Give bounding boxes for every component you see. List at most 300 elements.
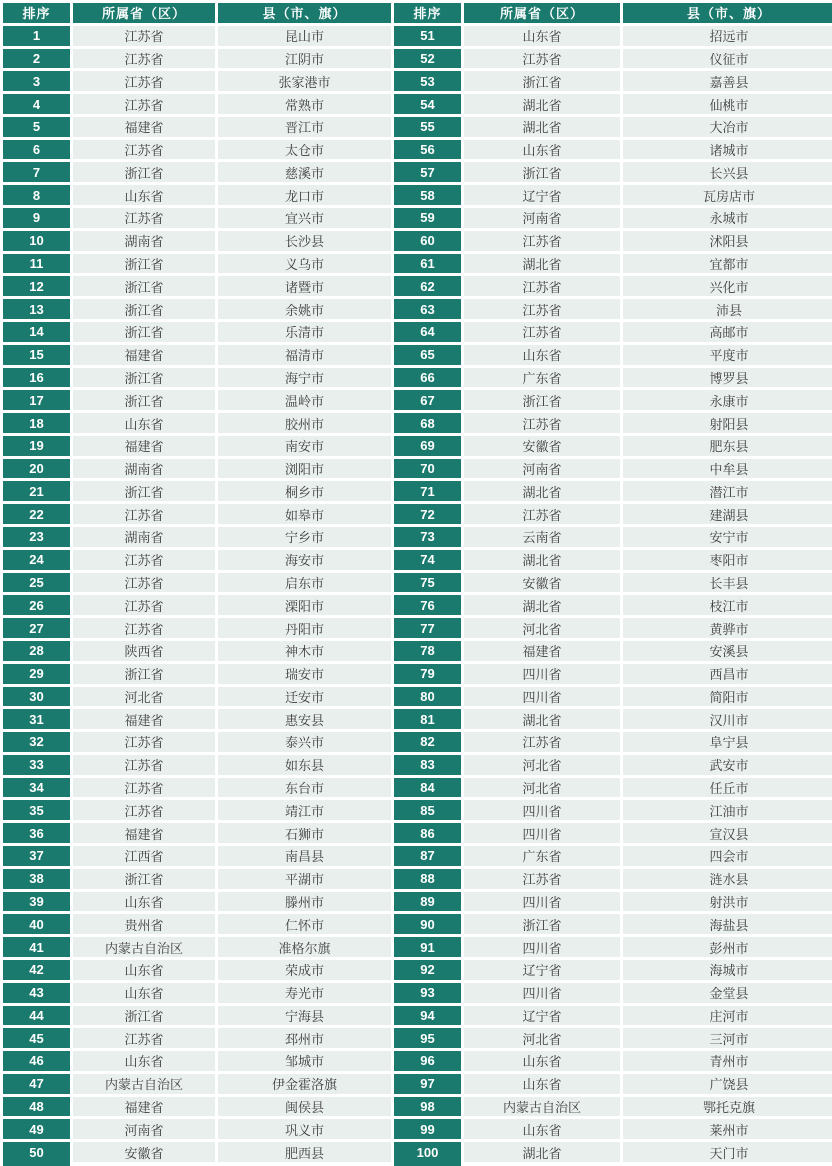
- province-cell: 辽宁省: [464, 185, 620, 205]
- county-cell: 乐清市: [218, 322, 391, 342]
- county-cell: 仙桃市: [623, 94, 832, 114]
- county-cell: 彭州市: [623, 937, 832, 957]
- county-cell: 长兴县: [623, 162, 832, 182]
- ranking-table-left: [3, 3, 391, 1162]
- rank-cell: 17: [3, 390, 70, 410]
- county-cell: 宣汉县: [623, 823, 832, 843]
- province-cell: 四川省: [464, 687, 620, 707]
- county-cell: 射阳县: [623, 413, 832, 433]
- next-row-rank-sliver-left: [3, 1162, 70, 1166]
- county-cell: 江阴市: [218, 49, 391, 69]
- province-cell: 河北省: [73, 687, 215, 707]
- rank-cell: 19: [3, 436, 70, 456]
- ranking-tables: [3, 3, 832, 1162]
- county-cell: 张家港市: [218, 71, 391, 91]
- county-cell: 靖江市: [218, 800, 391, 820]
- rank-cell: 93: [394, 983, 461, 1003]
- rank-cell: 100: [394, 1142, 461, 1162]
- province-cell: 浙江省: [464, 162, 620, 182]
- province-cell: 浙江省: [464, 914, 620, 934]
- county-cell: 诸城市: [623, 140, 832, 160]
- province-cell: 浙江省: [73, 162, 215, 182]
- rank-cell: 58: [394, 185, 461, 205]
- county-cell: 太仓市: [218, 140, 391, 160]
- province-cell: 山东省: [73, 1051, 215, 1071]
- rank-cell: 69: [394, 436, 461, 456]
- ranking-table-right: [394, 3, 832, 1162]
- province-cell: 福建省: [73, 709, 215, 729]
- county-cell: 寿光市: [218, 983, 391, 1003]
- province-cell: 广东省: [464, 368, 620, 388]
- province-cell: 安徽省: [464, 436, 620, 456]
- rank-cell: 27: [3, 618, 70, 638]
- rank-cell: 25: [3, 573, 70, 593]
- rank-cell: 76: [394, 595, 461, 615]
- county-cell: 平度市: [623, 345, 832, 365]
- county-cell: 阜宁县: [623, 732, 832, 752]
- province-cell: 江苏省: [464, 322, 620, 342]
- rank-cell: 37: [3, 846, 70, 866]
- rank-cell: 61: [394, 254, 461, 274]
- county-cell: 龙口市: [218, 185, 391, 205]
- province-cell: 浙江省: [73, 254, 215, 274]
- province-cell: 湖北省: [464, 550, 620, 570]
- province-cell: 江苏省: [464, 413, 620, 433]
- province-cell: 湖北省: [464, 709, 620, 729]
- province-cell: 江苏省: [73, 618, 215, 638]
- header-county-right: 县（市、旗）: [623, 3, 832, 23]
- county-cell: 南昌县: [218, 846, 391, 866]
- county-cell: 三河市: [623, 1028, 832, 1048]
- county-cell: 安宁市: [623, 527, 832, 547]
- rank-cell: 79: [394, 664, 461, 684]
- rank-cell: 55: [394, 117, 461, 137]
- rank-cell: 95: [394, 1028, 461, 1048]
- county-cell: 西昌市: [623, 664, 832, 684]
- rank-cell: 85: [394, 800, 461, 820]
- province-cell: 内蒙古自治区: [73, 1074, 215, 1094]
- county-cell: 迁安市: [218, 687, 391, 707]
- rank-cell: 60: [394, 231, 461, 251]
- rank-cell: 77: [394, 618, 461, 638]
- header-rank-left: 排序: [3, 3, 70, 23]
- county-cell: 任丘市: [623, 778, 832, 798]
- rank-cell: 34: [3, 778, 70, 798]
- rank-cell: 9: [3, 208, 70, 228]
- rank-cell: 64: [394, 322, 461, 342]
- province-cell: 湖南省: [73, 527, 215, 547]
- county-cell: 鄂托克旗: [623, 1097, 832, 1117]
- province-cell: 江西省: [73, 846, 215, 866]
- rank-cell: 53: [394, 71, 461, 91]
- rank-cell: 42: [3, 960, 70, 980]
- province-cell: 福建省: [73, 117, 215, 137]
- county-cell: 闽侯县: [218, 1097, 391, 1117]
- rank-cell: 21: [3, 481, 70, 501]
- rank-cell: 86: [394, 823, 461, 843]
- county-cell: 邳州市: [218, 1028, 391, 1048]
- rank-cell: 48: [3, 1097, 70, 1117]
- county-cell: 青州市: [623, 1051, 832, 1071]
- county-cell: 滕州市: [218, 892, 391, 912]
- header-province-left: 所属省（区）: [73, 3, 215, 23]
- province-cell: 内蒙古自治区: [73, 937, 215, 957]
- province-cell: 山东省: [464, 345, 620, 365]
- province-cell: 河北省: [464, 618, 620, 638]
- rank-cell: 24: [3, 550, 70, 570]
- province-cell: 江苏省: [464, 869, 620, 889]
- rank-cell: 56: [394, 140, 461, 160]
- rank-cell: 43: [3, 983, 70, 1003]
- province-cell: 山东省: [73, 413, 215, 433]
- province-cell: 浙江省: [464, 71, 620, 91]
- province-cell: 安徽省: [464, 573, 620, 593]
- province-cell: 云南省: [464, 527, 620, 547]
- province-cell: 江苏省: [464, 276, 620, 296]
- county-cell: 如东县: [218, 755, 391, 775]
- province-cell: 广东省: [464, 846, 620, 866]
- county-cell: 惠安县: [218, 709, 391, 729]
- province-cell: 四川省: [464, 892, 620, 912]
- county-cell: 博罗县: [623, 368, 832, 388]
- rank-cell: 81: [394, 709, 461, 729]
- county-cell: 神木市: [218, 641, 391, 661]
- county-cell: 温岭市: [218, 390, 391, 410]
- county-cell: 永康市: [623, 390, 832, 410]
- county-cell: 胶州市: [218, 413, 391, 433]
- province-cell: 江苏省: [73, 800, 215, 820]
- rank-cell: 35: [3, 800, 70, 820]
- county-cell: 海盐县: [623, 914, 832, 934]
- province-cell: 浙江省: [73, 390, 215, 410]
- county-cell: 金堂县: [623, 983, 832, 1003]
- county-cell: 莱州市: [623, 1119, 832, 1139]
- county-cell: 射洪市: [623, 892, 832, 912]
- rank-cell: 50: [3, 1142, 70, 1162]
- province-cell: 内蒙古自治区: [464, 1097, 620, 1117]
- rank-cell: 45: [3, 1028, 70, 1048]
- province-cell: 江苏省: [73, 140, 215, 160]
- rank-cell: 94: [394, 1006, 461, 1026]
- province-cell: 浙江省: [73, 276, 215, 296]
- province-cell: 山东省: [73, 892, 215, 912]
- county-cell: 广饶县: [623, 1074, 832, 1094]
- province-cell: 山东省: [464, 26, 620, 46]
- province-cell: 江苏省: [73, 595, 215, 615]
- county-cell: 枣阳市: [623, 550, 832, 570]
- rank-cell: 98: [394, 1097, 461, 1117]
- rank-cell: 10: [3, 231, 70, 251]
- county-cell: 海城市: [623, 960, 832, 980]
- province-cell: 山东省: [464, 1119, 620, 1139]
- county-cell: 晋江市: [218, 117, 391, 137]
- county-cell: 长沙县: [218, 231, 391, 251]
- province-cell: 浙江省: [73, 322, 215, 342]
- province-cell: 江苏省: [73, 71, 215, 91]
- province-cell: 浙江省: [73, 299, 215, 319]
- rank-cell: 4: [3, 94, 70, 114]
- county-cell: 宁海县: [218, 1006, 391, 1026]
- province-cell: 江苏省: [73, 504, 215, 524]
- rank-cell: 39: [3, 892, 70, 912]
- rank-cell: 7: [3, 162, 70, 182]
- next-row-rank-sliver-right: [394, 1162, 461, 1166]
- rank-cell: 96: [394, 1051, 461, 1071]
- province-cell: 湖北省: [464, 94, 620, 114]
- county-cell: 宁乡市: [218, 527, 391, 547]
- province-cell: 江苏省: [73, 1028, 215, 1048]
- rank-cell: 71: [394, 481, 461, 501]
- rank-cell: 89: [394, 892, 461, 912]
- county-cell: 潜江市: [623, 481, 832, 501]
- province-cell: 山东省: [73, 185, 215, 205]
- province-cell: 河南省: [464, 208, 620, 228]
- rank-cell: 68: [394, 413, 461, 433]
- county-cell: 石狮市: [218, 823, 391, 843]
- rank-cell: 44: [3, 1006, 70, 1026]
- rank-cell: 57: [394, 162, 461, 182]
- rank-cell: 74: [394, 550, 461, 570]
- province-cell: 江苏省: [73, 778, 215, 798]
- county-cell: 沛县: [623, 299, 832, 319]
- rank-cell: 91: [394, 937, 461, 957]
- province-cell: 湖南省: [73, 459, 215, 479]
- rank-cell: 59: [394, 208, 461, 228]
- province-cell: 江苏省: [464, 299, 620, 319]
- province-cell: 河北省: [464, 755, 620, 775]
- county-cell: 仪征市: [623, 49, 832, 69]
- county-cell: 泰兴市: [218, 732, 391, 752]
- county-cell: 诸暨市: [218, 276, 391, 296]
- province-cell: 福建省: [73, 823, 215, 843]
- county-cell: 海安市: [218, 550, 391, 570]
- rank-cell: 30: [3, 687, 70, 707]
- province-cell: 山东省: [464, 140, 620, 160]
- county-cell: 庄河市: [623, 1006, 832, 1026]
- county-cell: 溧阳市: [218, 595, 391, 615]
- rank-cell: 32: [3, 732, 70, 752]
- rank-cell: 92: [394, 960, 461, 980]
- county-cell: 高邮市: [623, 322, 832, 342]
- county-cell: 建湖县: [623, 504, 832, 524]
- province-cell: 浙江省: [73, 368, 215, 388]
- county-cell: 招远市: [623, 26, 832, 46]
- province-cell: 河北省: [464, 778, 620, 798]
- rank-cell: 1: [3, 26, 70, 46]
- county-cell: 常熟市: [218, 94, 391, 114]
- county-cell: 涟水县: [623, 869, 832, 889]
- rank-cell: 63: [394, 299, 461, 319]
- province-cell: 江苏省: [73, 550, 215, 570]
- county-cell: 伊金霍洛旗: [218, 1074, 391, 1094]
- rank-cell: 22: [3, 504, 70, 524]
- county-cell: 江油市: [623, 800, 832, 820]
- rank-cell: 31: [3, 709, 70, 729]
- rank-cell: 66: [394, 368, 461, 388]
- county-cell: 昆山市: [218, 26, 391, 46]
- county-cell: 黄骅市: [623, 618, 832, 638]
- county-cell: 启东市: [218, 573, 391, 593]
- county-cell: 慈溪市: [218, 162, 391, 182]
- county-cell: 浏阳市: [218, 459, 391, 479]
- rank-cell: 15: [3, 345, 70, 365]
- county-cell: 如皋市: [218, 504, 391, 524]
- province-cell: 福建省: [73, 1097, 215, 1117]
- province-cell: 辽宁省: [464, 1006, 620, 1026]
- county-cell: 嘉善县: [623, 71, 832, 91]
- rank-cell: 26: [3, 595, 70, 615]
- county-cell: 东台市: [218, 778, 391, 798]
- province-cell: 浙江省: [464, 390, 620, 410]
- province-cell: 辽宁省: [464, 960, 620, 980]
- rank-cell: 46: [3, 1051, 70, 1071]
- rank-cell: 97: [394, 1074, 461, 1094]
- province-cell: 山东省: [464, 1051, 620, 1071]
- province-cell: 江苏省: [73, 573, 215, 593]
- rank-cell: 88: [394, 869, 461, 889]
- county-cell: 枝江市: [623, 595, 832, 615]
- province-cell: 湖北省: [464, 595, 620, 615]
- rank-cell: 54: [394, 94, 461, 114]
- rank-cell: 70: [394, 459, 461, 479]
- rank-cell: 41: [3, 937, 70, 957]
- county-cell: 南安市: [218, 436, 391, 456]
- county-cell: 海宁市: [218, 368, 391, 388]
- province-cell: 贵州省: [73, 914, 215, 934]
- rank-cell: 49: [3, 1119, 70, 1139]
- province-cell: 江苏省: [464, 732, 620, 752]
- province-cell: 四川省: [464, 937, 620, 957]
- province-cell: 江苏省: [464, 231, 620, 251]
- rank-cell: 87: [394, 846, 461, 866]
- rank-cell: 23: [3, 527, 70, 547]
- header-county-left: 县（市、旗）: [218, 3, 391, 23]
- province-cell: 四川省: [464, 983, 620, 1003]
- province-cell: 江苏省: [73, 755, 215, 775]
- province-cell: 河南省: [73, 1119, 215, 1139]
- province-cell: 江苏省: [73, 208, 215, 228]
- county-cell: 平湖市: [218, 869, 391, 889]
- county-cell: 宜都市: [623, 254, 832, 274]
- rank-cell: 40: [3, 914, 70, 934]
- county-cell: 简阳市: [623, 687, 832, 707]
- county-cell: 荣成市: [218, 960, 391, 980]
- province-cell: 福建省: [73, 345, 215, 365]
- province-cell: 江苏省: [73, 94, 215, 114]
- county-cell: 桐乡市: [218, 481, 391, 501]
- rank-cell: 2: [3, 49, 70, 69]
- county-cell: 武安市: [623, 755, 832, 775]
- county-cell: 安溪县: [623, 641, 832, 661]
- rank-cell: 47: [3, 1074, 70, 1094]
- province-cell: 浙江省: [73, 481, 215, 501]
- province-cell: 江苏省: [73, 49, 215, 69]
- county-cell: 邹城市: [218, 1051, 391, 1071]
- county-cell: 肥东县: [623, 436, 832, 456]
- county-cell: 汉川市: [623, 709, 832, 729]
- province-cell: 江苏省: [73, 26, 215, 46]
- rank-cell: 65: [394, 345, 461, 365]
- county-cell: 准格尔旗: [218, 937, 391, 957]
- rank-cell: 36: [3, 823, 70, 843]
- rank-cell: 84: [394, 778, 461, 798]
- province-cell: 陕西省: [73, 641, 215, 661]
- county-cell: 沭阳县: [623, 231, 832, 251]
- county-cell: 宜兴市: [218, 208, 391, 228]
- rank-cell: 6: [3, 140, 70, 160]
- province-cell: 湖北省: [464, 481, 620, 501]
- rank-cell: 67: [394, 390, 461, 410]
- province-cell: 浙江省: [73, 664, 215, 684]
- province-cell: 湖北省: [464, 254, 620, 274]
- county-cell: 四会市: [623, 846, 832, 866]
- rank-cell: 52: [394, 49, 461, 69]
- rank-cell: 72: [394, 504, 461, 524]
- county-cell: 义乌市: [218, 254, 391, 274]
- county-cell: 长丰县: [623, 573, 832, 593]
- rank-cell: 82: [394, 732, 461, 752]
- county-cell: 永城市: [623, 208, 832, 228]
- header-rank-right: 排序: [394, 3, 461, 23]
- rank-cell: 20: [3, 459, 70, 479]
- county-cell: 大冶市: [623, 117, 832, 137]
- rank-cell: 51: [394, 26, 461, 46]
- rank-cell: 28: [3, 641, 70, 661]
- province-cell: 安徽省: [73, 1142, 215, 1162]
- province-cell: 四川省: [464, 823, 620, 843]
- province-cell: 四川省: [464, 800, 620, 820]
- rank-cell: 99: [394, 1119, 461, 1139]
- county-cell: 兴化市: [623, 276, 832, 296]
- rank-cell: 73: [394, 527, 461, 547]
- rank-cell: 13: [3, 299, 70, 319]
- rank-cell: 3: [3, 71, 70, 91]
- county-cell: 中牟县: [623, 459, 832, 479]
- province-cell: 江苏省: [73, 732, 215, 752]
- rank-cell: 33: [3, 755, 70, 775]
- county-cell: 天门市: [623, 1142, 832, 1162]
- rank-cell: 18: [3, 413, 70, 433]
- rank-cell: 29: [3, 664, 70, 684]
- province-cell: 河北省: [464, 1028, 620, 1048]
- rank-cell: 90: [394, 914, 461, 934]
- province-cell: 湖北省: [464, 117, 620, 137]
- rank-cell: 12: [3, 276, 70, 296]
- province-cell: 福建省: [73, 436, 215, 456]
- county-cell: 肥西县: [218, 1142, 391, 1162]
- province-cell: 四川省: [464, 664, 620, 684]
- county-cell: 仁怀市: [218, 914, 391, 934]
- rank-cell: 80: [394, 687, 461, 707]
- county-cell: 瓦房店市: [623, 185, 832, 205]
- province-cell: 湖北省: [464, 1142, 620, 1162]
- county-cell: 福清市: [218, 345, 391, 365]
- province-cell: 浙江省: [73, 869, 215, 889]
- county-cell: 余姚市: [218, 299, 391, 319]
- province-cell: 江苏省: [464, 504, 620, 524]
- rank-cell: 14: [3, 322, 70, 342]
- province-cell: 浙江省: [73, 1006, 215, 1026]
- header-province-right: 所属省（区）: [464, 3, 620, 23]
- province-cell: 福建省: [464, 641, 620, 661]
- rank-cell: 75: [394, 573, 461, 593]
- county-cell: 瑞安市: [218, 664, 391, 684]
- province-cell: 山东省: [464, 1074, 620, 1094]
- rank-cell: 16: [3, 368, 70, 388]
- province-cell: 山东省: [73, 960, 215, 980]
- rank-cell: 62: [394, 276, 461, 296]
- rank-cell: 5: [3, 117, 70, 137]
